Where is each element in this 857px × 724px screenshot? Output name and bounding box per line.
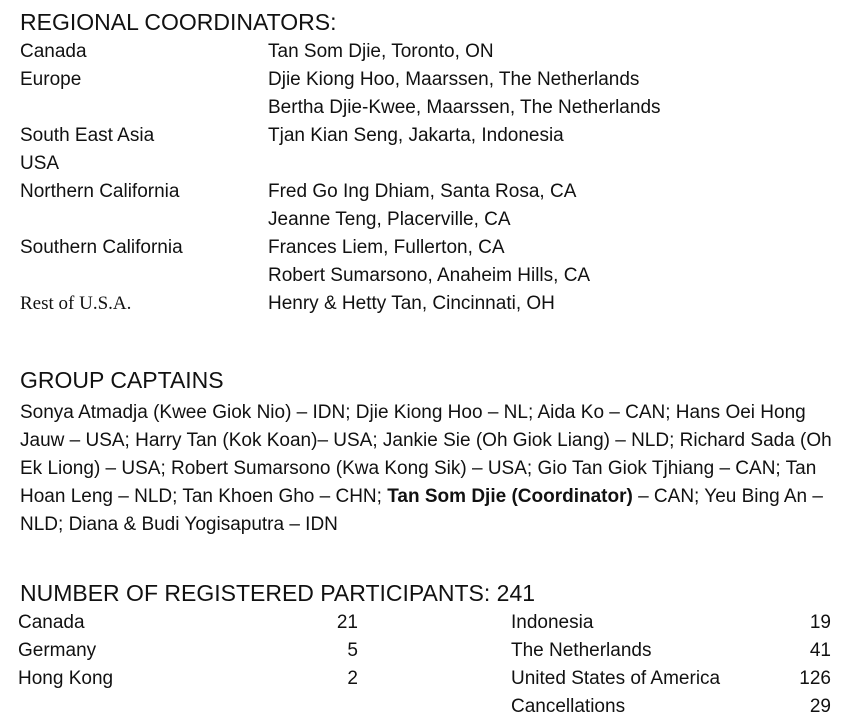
coordinator-region: Rest of U.S.A. [20,293,132,314]
coordinator-region: South East Asia [20,125,155,146]
coordinator-person: Frances Liem, Fullerton, CA [268,237,505,258]
coordinator-region: Europe [20,69,82,90]
country-count: 2 [347,668,358,689]
country-count: 29 [809,696,831,717]
country-name: Canada [18,612,85,633]
coordinator-row [20,180,840,208]
country-name: The Netherlands [511,640,652,661]
participant-country-row [18,611,358,639]
group-captains-heading: GROUP CAPTAINS [20,367,224,393]
participants-column-right [511,611,831,723]
coordinator-person: Robert Sumarsono, Anaheim Hills, CA [268,265,591,286]
coordinator-highlight: Tan Som Djie (Coordinator) [387,486,633,507]
country-name: Indonesia [511,612,594,633]
group-captains-text-end: – CAN; Yeu Bing An – NLD; Diana & Budi Yogisaputra – IDN [20,486,823,535]
coordinator-row [20,208,840,236]
regional-coordinators-heading: REGIONAL COORDINATORS: [20,9,337,35]
country-count: 126 [799,668,831,689]
country-count: 21 [336,612,358,633]
coordinator-person: Fred Go Ing Dhiam, Santa Rosa, CA [268,181,577,202]
coordinator-row [20,152,840,180]
coordinator-region: Canada [20,41,87,62]
coordinator-row [20,68,840,96]
coordinator-person: Jeanne Teng, Placerville, CA [268,209,511,230]
coordinator-row [20,236,840,264]
country-count: 19 [809,612,831,633]
participants-column-left [18,611,358,695]
coordinator-row [20,40,840,68]
coordinator-region: Northern California [20,181,180,202]
registered-participants-heading: NUMBER OF REGISTERED PARTICIPANTS: 241 [20,580,536,606]
participant-country-row [511,611,831,639]
country-name: Germany [18,640,97,661]
participant-country-row [511,695,831,723]
coordinator-person: Tjan Kian Seng, Jakarta, Indonesia [268,125,564,146]
participant-country-row [18,639,358,667]
participant-country-row [18,667,358,695]
coordinator-person: Tan Som Djie, Toronto, ON [268,41,494,62]
group-captains-text: Sonya Atmadja (Kwee Giok Nio) – IDN; Djie Kiong Hoo – NL; Aida Ko – CAN; Hans Oei Hong Jauw – USA; Harry Tan (Kok Koan)– USA; Jankie Sie (Oh Giok Liang) – NLD; Richard Sada (Oh Ek Liong) – USA; Robert Sumarsono (Kwa Kong Sik) – USA; Gio Tan Giok Tjhiang – CAN; Tan Hoan Leng – NLD; Tan Khoen Gho – CHN; [20,402,832,507]
coordinator-region: USA [20,153,60,174]
country-count: 5 [347,640,358,661]
coordinator-person: Henry & Hetty Tan, Cincinnati, OH [268,293,555,314]
country-count: 41 [809,640,831,661]
coordinator-person: Djie Kiong Hoo, Maarssen, The Netherlands [268,69,640,90]
coordinator-row [20,96,840,124]
participant-country-row [511,667,831,695]
participant-country-row [511,639,831,667]
country-name: United States of America [511,668,721,689]
country-name: Cancellations [511,696,626,717]
coordinator-row [20,264,840,292]
coordinator-row [20,292,840,320]
coordinator-person: Bertha Djie-Kwee, Maarssen, The Netherlands [268,97,661,118]
group-captains-list [20,399,850,539]
coordinator-row [20,124,840,152]
country-name: Hong Kong [18,668,114,689]
coordinator-region: Southern California [20,237,183,258]
